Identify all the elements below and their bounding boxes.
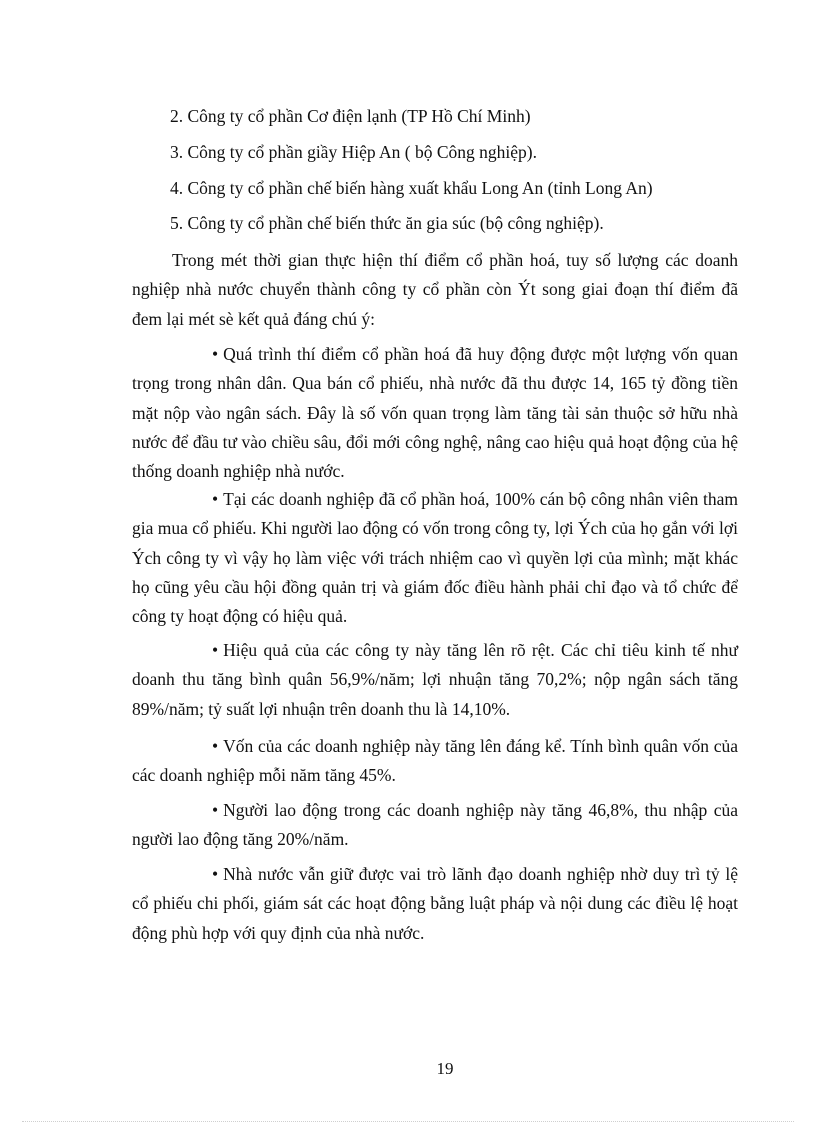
list-item: 4. Công ty cổ phần chế biến hàng xuất khẩu Long An (tỉnh Long An) <box>170 178 653 198</box>
intro-paragraph: Trong mét thời gian thực hiện thí điểm cổ phần hoá, tuy số lượng các doanh nghiệp nhà nước chuyển thành công ty cổ phần còn Ýt song giai đoạn thí điểm đã đem lại mét sè kết quả đáng chú ý: <box>132 250 738 329</box>
bullet-text: Nhà nước vẫn giữ được vai trò lãnh đạo doanh nghiệp nhờ duy trì tỷ lệ cổ phiếu chi phối, giám sát các hoạt động bằng luật pháp và nội dung các điều lệ hoạt động phù hợp với quy định của nhà nước. <box>132 864 738 943</box>
bullet-paragraph <box>132 485 738 631</box>
bullet-icon: • <box>212 800 219 820</box>
bullet-icon: • <box>212 489 219 509</box>
bullet-text: Hiệu quả của các công ty này tăng lên rõ rệt. Các chỉ tiêu kinh tế như doanh thu tăng bình quân 56,9%/năm; lợi nhuận tăng 70,2%; nộp ngân sách tăng 89%/năm; tỷ suất lợi nhuận trên doanh thu là 14,10%. <box>132 640 738 719</box>
bullet-icon: • <box>212 640 219 660</box>
bullet-text: Tại các doanh nghiệp đã cổ phần hoá, 100% cán bộ công nhân viên tham gia mua cổ phiếu. Khi người lao động có vốn trong công ty, lợi Ých của họ gắn với lợi Ých công ty vì vậy họ làm việc với trách nhiệm cao vì quyền lợi của mình; mặt khác họ cũng yêu cầu hội đồng quản trị và giám đốc điều hành phải chỉ đạo và tổ chức để công ty hoạt động có hiệu quả. <box>132 489 738 627</box>
list-item: 2. Công ty cổ phần Cơ điện lạnh (TP Hồ Chí Minh) <box>170 106 531 126</box>
page-bottom-divider <box>22 1121 794 1122</box>
list-item: 3. Công ty cổ phần giầy Hiệp An ( bộ Công nghiệp). <box>170 142 537 162</box>
bullet-text: Quá trình thí điểm cổ phần hoá đã huy động được một lượng vốn quan trọng trong nhân dân. Qua bán cổ phiếu, nhà nước đã thu được 14, 165 tỷ đồng tiền mặt nộp vào ngân sách. Đây là số vốn quan trọng làm tăng tài sản thuộc sở hữu nhà nước để đầu tư vào chiều sâu, đổi mới công nghệ, nâng cao hiệu quả hoạt động của hệ thống doanh nghiệp nhà nước. <box>132 344 738 482</box>
bullet-icon: • <box>212 864 219 884</box>
bullet-paragraph <box>132 636 738 724</box>
bullet-text: Người lao động trong các doanh nghiệp này tăng 46,8%, thu nhập của người lao động tăng 20%/năm. <box>132 800 738 850</box>
list-item: 5. Công ty cổ phần chế biến thức ăn gia súc (bộ công nghiệp). <box>170 213 604 233</box>
bullet-icon: • <box>212 736 219 756</box>
bullet-icon: • <box>212 344 219 364</box>
bullet-paragraph <box>132 732 738 791</box>
bullet-paragraph <box>132 796 738 855</box>
bullet-text: Vốn của các doanh nghiệp này tăng lên đáng kể. Tính bình quân vốn của các doanh nghiệp mỗi năm tăng 45%. <box>132 736 738 786</box>
bullet-paragraph <box>132 860 738 948</box>
bullet-paragraph <box>132 340 738 486</box>
page-number: 19 <box>436 1059 454 1078</box>
